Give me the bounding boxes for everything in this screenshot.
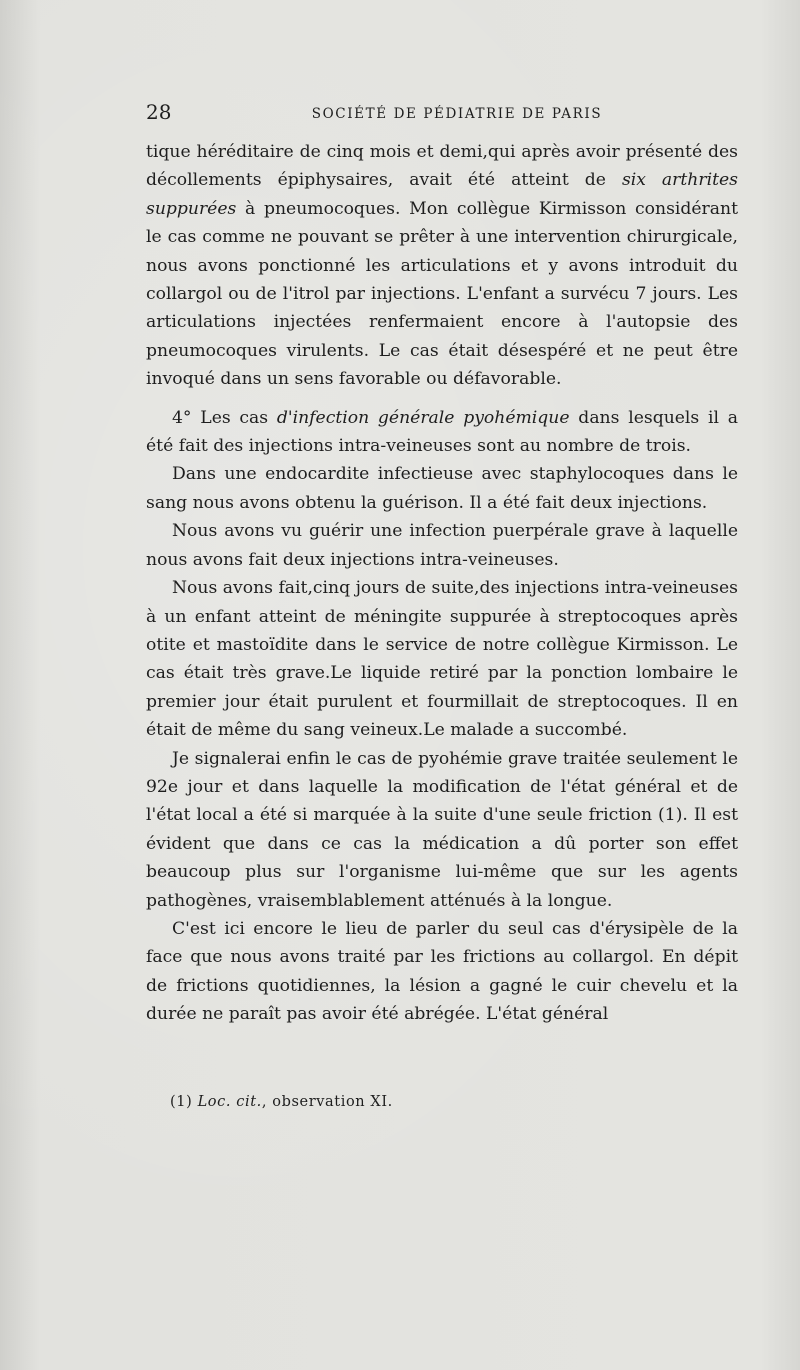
paragraph-7: C'est ici encore le lieu de parler du seul cas d'érysipèle de la face que nous avons traité par les frictions au collargol. En dépit de frictions quotidiennes, la lésion a gagné le cuir chevelu et la durée ne paraît pas avoir été abrégée. L'état général [146,918,738,1025]
footnote-marker: (1) [170,1094,198,1110]
paragraph-6: Je signalerai enfin le cas de pyohémie grave traitée seulement le 92e jour et dans laquelle la modification de l'état général et de l'état local a été si marquée à la suite d'une seule friction (1). Il est évident que dans ce cas la médication a dû porter son effet beaucoup plus sur l'organisme lui-même que sur les agents pathogènes, vraisemblablement atténués à la longue. [146,748,738,911]
paragraph-3: Dans une endocardite infectieuse avec staphylocoques dans le sang nous avons obtenu la guérison. Il a été fait deux injections. [146,464,738,513]
page-number: 28 [146,100,172,124]
body-text [146,138,738,1029]
running-head: SOCIÉTÉ DE PÉDIATRIE DE PARIS [311,106,603,122]
paragraph-4: Nous avons vu guérir une infection puerpérale grave à laquelle nous avons fait deux injections intra-veineuses. [146,521,738,570]
footnote [170,1094,393,1110]
paragraph-2 [146,404,738,461]
paragraph-1 [146,138,738,394]
footnote-text: , observation XI. [261,1094,393,1110]
paragraph-2-text-a: 4° Les cas [172,407,277,428]
footnote-reference: Loc. cit. [197,1094,262,1110]
page-header [146,98,738,128]
paragraph-1-text-c: à pneumocoques. Mon collègue Kirmisson considérant le cas comme ne pouvant se prêter à une intervention chirurgicale, nous avons ponctionné les articulations et y avons introduit du collargol ou de l'itrol par injections. L'enfant a survécu 7 jours. Les articulations injectées renfermaient encore à l'autopsie des pneumocoques virulents. Le cas était désespéré et ne peut être invoqué dans un sens favorable ou défavorable. [146,198,738,390]
paragraph-1-italic: six arthrites suppurées [146,170,738,219]
paragraph-2-italic: d'infection générale pyohémique [276,407,570,428]
paragraph-1-text-a: tique héréditaire de cinq mois et demi,qui après avoir présenté des décollements épiphysaires, avait été atteint de [146,142,738,191]
paragraph-2-text-c: dans lesquels il a été fait des injections intra-veineuses sont au nombre de trois. [146,407,738,457]
paragraph-5: Nous avons fait,cinq jours de suite,des injections intra-veineuses à un enfant atteint de méningite suppurée à streptocoques après otite et mastoïdite dans le service de notre collègue Kirmisson. Le cas était très grave.Le liquide retiré par la ponction lombaire le premier jour était purulent et fourmillait de streptocoques. Il en était de même du sang veineux.Le malade a succombé. [146,578,738,741]
